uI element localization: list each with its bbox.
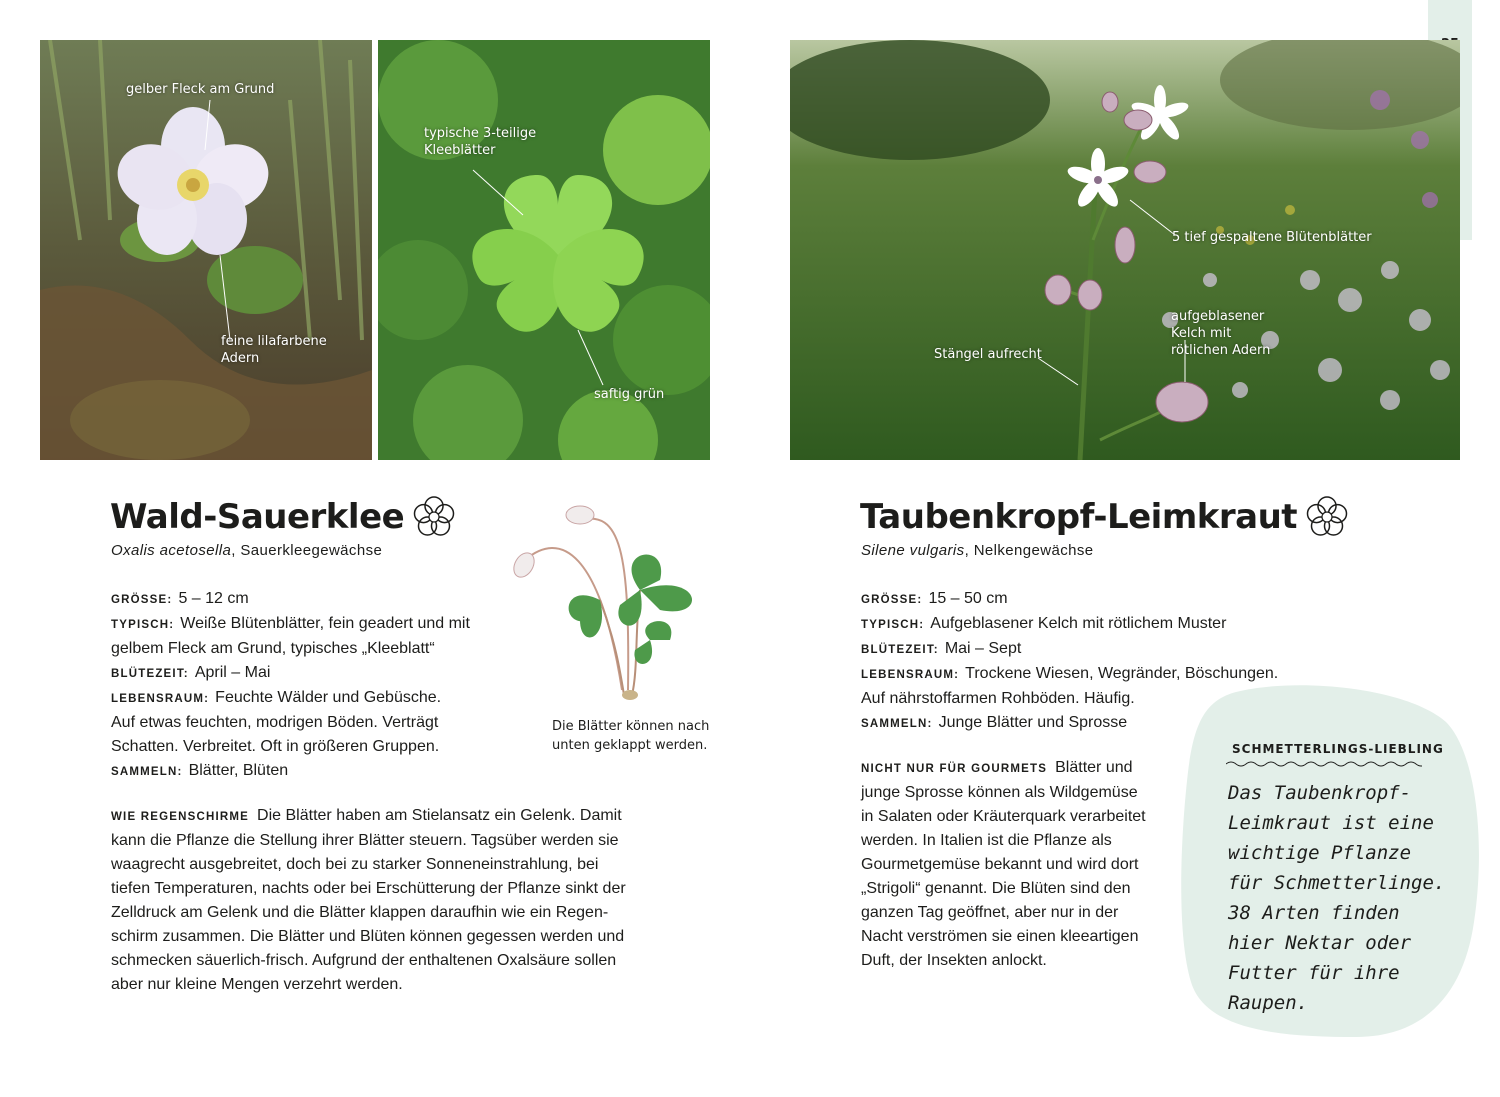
white-flower-icon	[1305, 495, 1349, 539]
fact-typical: TYPISCH: Aufgeblasener Kelch mit rötlichem Muster	[861, 615, 1227, 632]
scientific-name: Silene vulgaris	[861, 542, 965, 559]
paragraph-text: Blätter und junge Sprosse können als Wildgemüse in Salaten oder Kräuterquark verarbeitet werden. In Italien ist die Pflanze als Gourmetgemüse bekannt und wird dort „Strigoli“ genannt. Die Blüten sind den ganzen Tag geöffnet, aber nur in der Nacht verströmen sie einen kleeartigen Duft, der Insekten anlockt.	[861, 759, 1146, 969]
photo-label-petals: 5 tief gespaltene Blütenblätter	[1172, 230, 1372, 245]
illustration-caption: Die Blätter können nach unten geklappt werden.	[552, 719, 710, 753]
photo-wood-sorrel-flower	[40, 40, 372, 460]
meadow-photo-illustration	[790, 40, 1460, 460]
white-flower-icon	[412, 495, 456, 539]
wood-sorrel-illustration	[500, 490, 710, 710]
fact-size: GRÖSSE: 5 – 12 cm	[111, 590, 249, 607]
fact-habitat-cont2: Schatten. Verbreitet. Oft in größeren Gruppen.	[111, 738, 440, 755]
plant-subtitle-bladder-campion	[861, 542, 1094, 559]
fact-typical-cont: gelbem Fleck am Grund, typisches „Kleeblatt“	[111, 640, 435, 657]
plant-title-wood-sorrel	[110, 495, 456, 539]
plant-family: , Sauerkleegewächse	[231, 542, 383, 559]
fact-collect: SAMMELN: Junge Blätter und Sprosse	[861, 714, 1128, 731]
fact-habitat: LEBENSRAUM: Feuchte Wälder und Gebüsche.	[111, 689, 442, 706]
paragraph-gourmets	[861, 756, 1151, 973]
photo-label-calyx: aufgeblasener Kelch mit rötlichen Adern	[1171, 309, 1271, 358]
photo-label-stem: Stängel aufrecht	[934, 347, 1042, 362]
fact-typical: TYPISCH: Weiße Blütenblätter, fein geadert und mit	[111, 615, 470, 632]
fact-collect: SAMMELN: Blätter, Blüten	[111, 762, 289, 779]
photo-bladder-campion	[790, 40, 1460, 460]
info-box-text: Das Taubenkropf-Leimkraut ist eine wichtige Pflanze für Schmetterlinge. 38 Arten finden hier Nektar oder Futter für ihre Raupen.	[1228, 782, 1446, 1014]
flower-photo-illustration	[40, 40, 372, 460]
info-box-heading: SCHMETTERLINGS-LIEBLING	[1232, 742, 1444, 756]
photo-clover-leaves	[378, 40, 710, 460]
photo-label-violet-veins: feine lilafarbene Adern	[221, 334, 327, 366]
photo-label-yellow-spot: gelber Fleck am Grund	[126, 82, 275, 97]
plant-title-bladder-campion	[860, 495, 1349, 539]
paragraph-keyword: NICHT NUR FÜR GOURMETS	[861, 763, 1048, 775]
paragraph-umbrellas	[111, 804, 631, 997]
photo-label-trifoliate: typische 3-teilige Kleeblätter	[424, 126, 537, 158]
fact-bloom: BLÜTEZEIT: April – Mai	[111, 664, 271, 681]
paragraph-text: Die Blätter haben am Stielansatz ein Gelenk. Damit kann die Pflanze die Stellung ihrer Blätter steuern. Tagsüber werden sie waagrecht ausgebreitet, doch bei zu starker Sonneneinstrahlung, bei tiefen Temperaturen, nachts oder bei Erschütterung der Pflanze sinkt der Zelldruck am Gelenk und die Blätter klappen daraufhin wie ein Regen-schirm zusammen. Die Blätter und Blüten können gegessen werden und schmecken säuerlich-frisch. Aufgrund der enthaltenen Oxalsäure sollen aber nur kleine Mengen verzehrt werden.	[111, 807, 626, 993]
fact-size: GRÖSSE: 15 – 50 cm	[861, 590, 1008, 607]
facts-wood-sorrel	[111, 587, 470, 784]
plant-subtitle-wood-sorrel	[111, 542, 382, 559]
paragraph-keyword: WIE REGENSCHIRME	[111, 811, 250, 823]
fact-habitat: LEBENSRAUM: Trockene Wiesen, Wegränder, Böschungen.	[861, 665, 1279, 682]
title-text: Wald-Sauerklee	[110, 497, 405, 537]
fact-habitat-cont: Auf etwas feuchten, modrigen Böden. Verträgt	[111, 714, 439, 731]
plant-family: , Nelkengewächse	[964, 542, 1094, 559]
title-text: Taubenkropf-Leimkraut	[860, 497, 1298, 537]
fact-habitat-cont: Auf nährstoffarmen Rohböden. Häufig.	[861, 690, 1135, 707]
photo-label-juicy-green: saftig grün	[594, 387, 665, 402]
fact-bloom: BLÜTEZEIT: Mai – Sept	[861, 640, 1022, 657]
wavy-divider	[1226, 760, 1422, 768]
scientific-name: Oxalis acetosella	[111, 542, 232, 559]
